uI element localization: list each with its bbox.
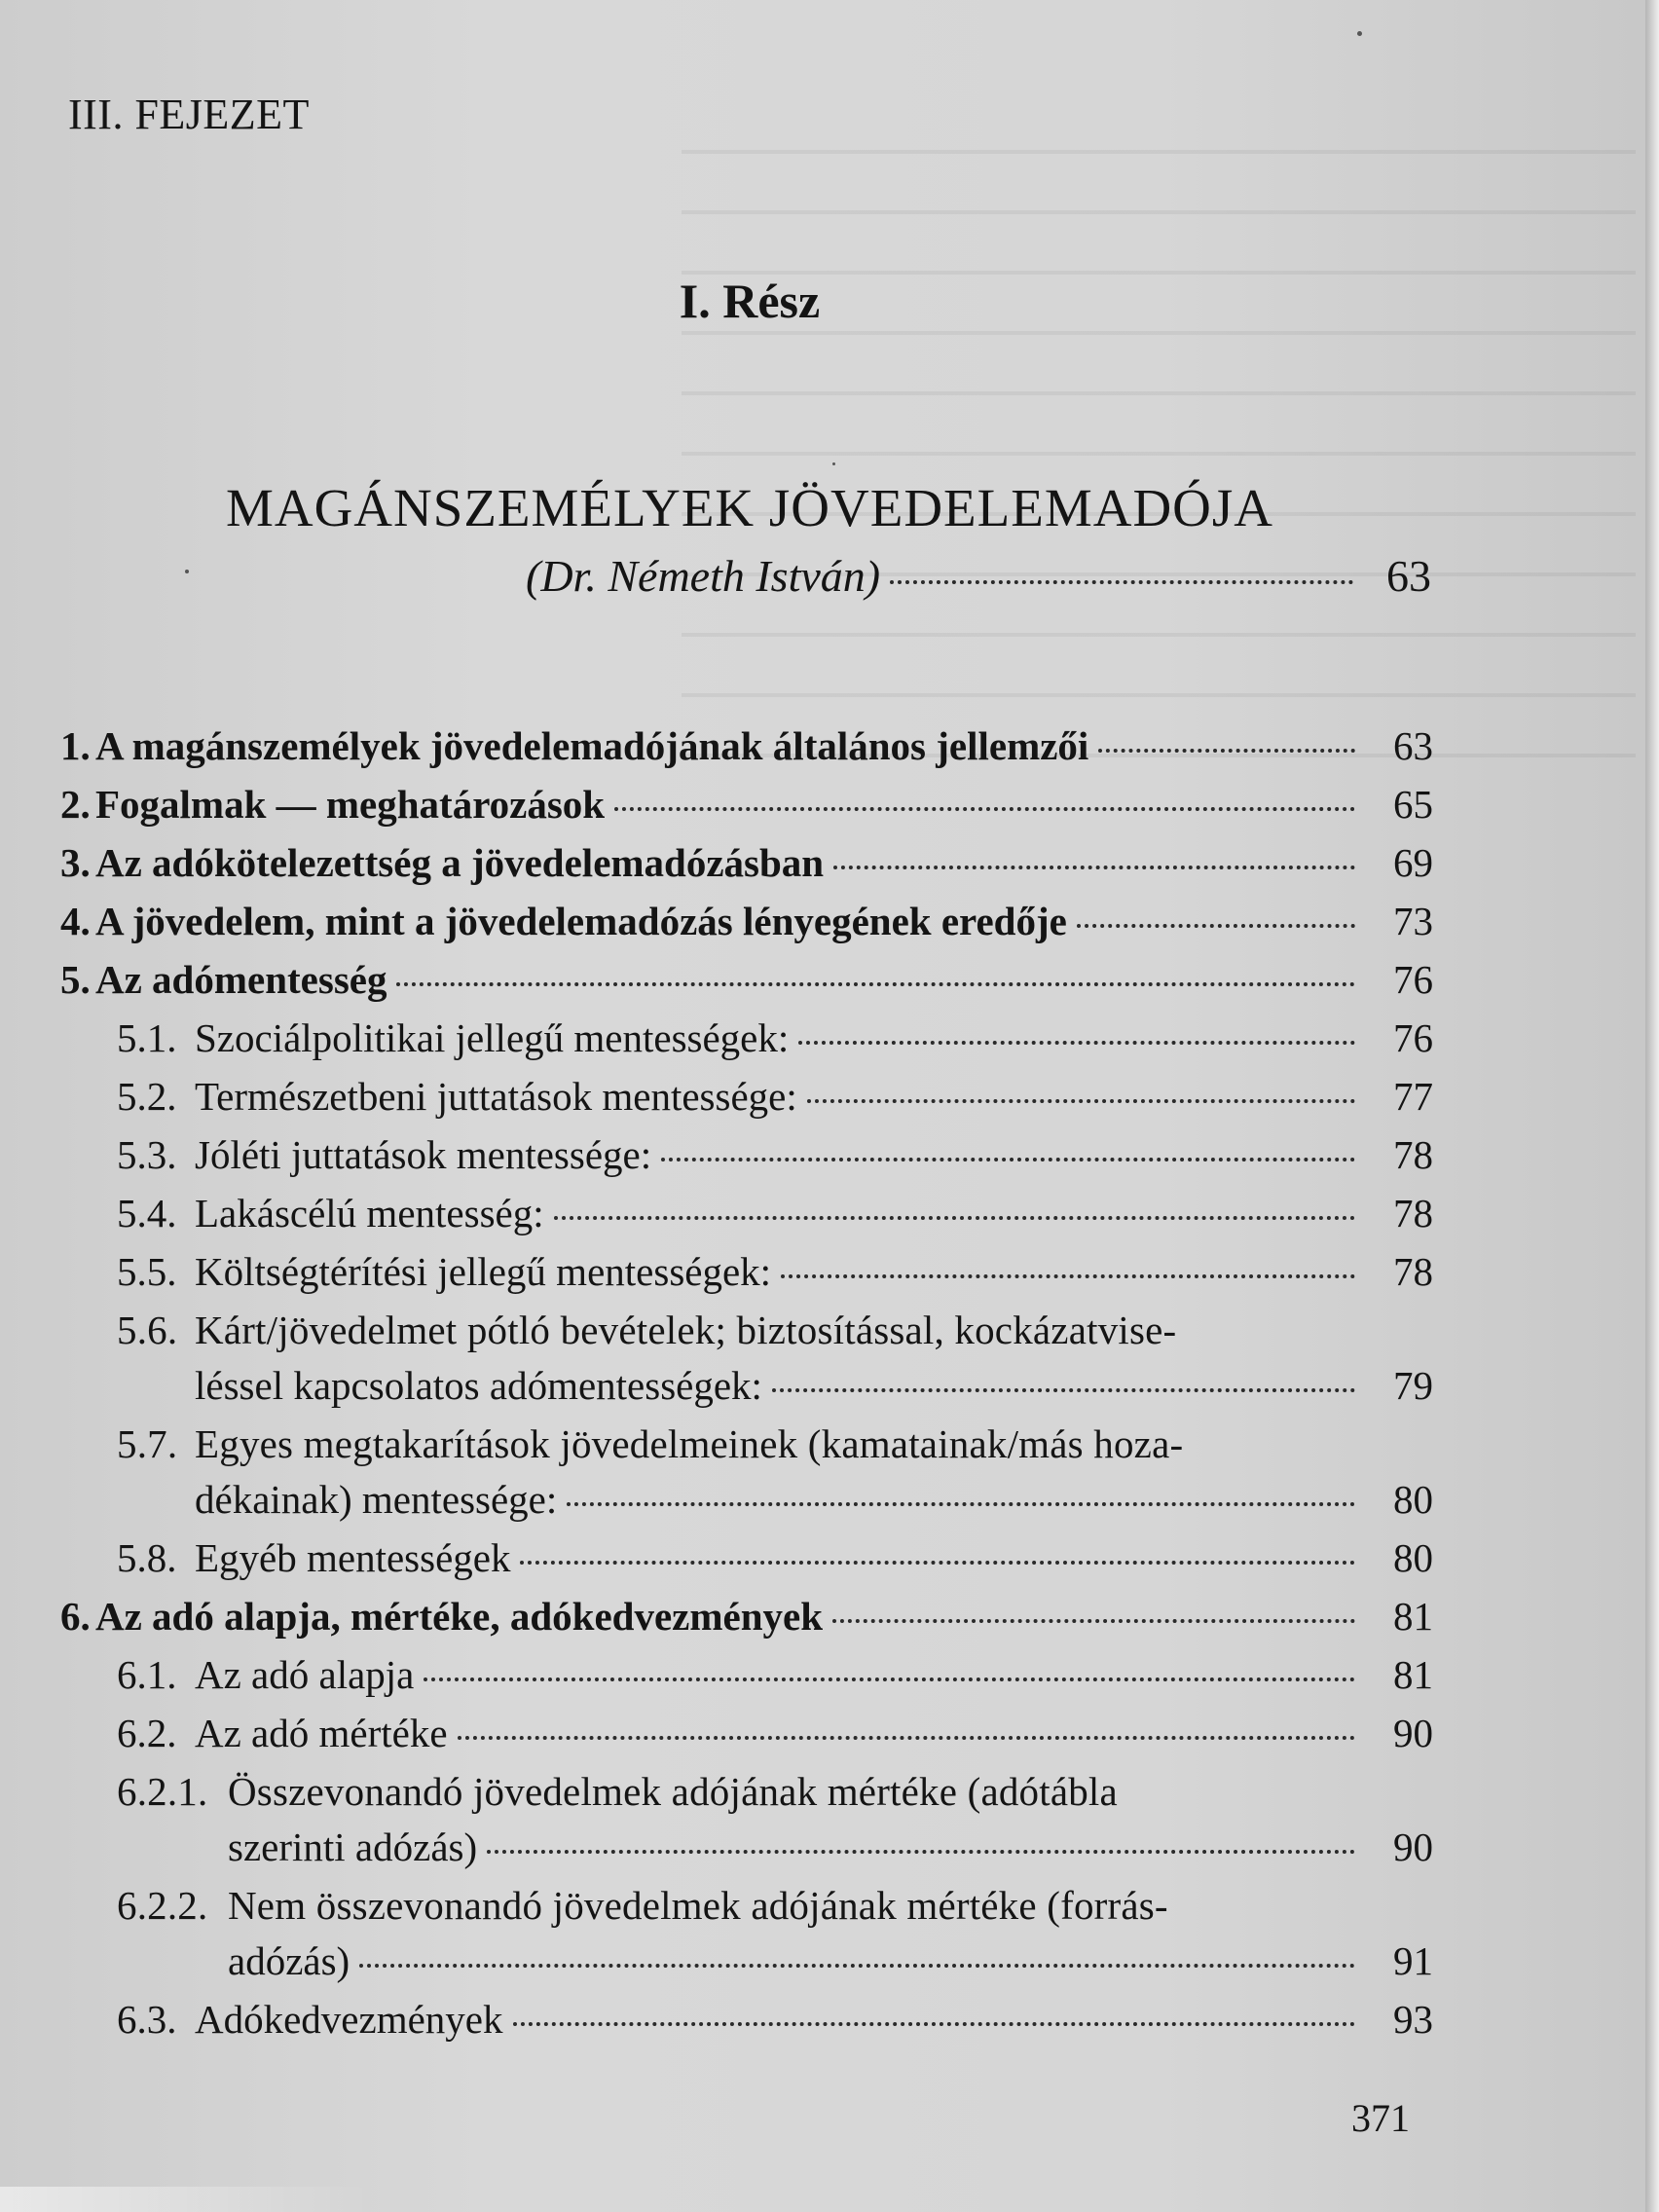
toc-entry-number: 6. bbox=[60, 1594, 91, 1639]
dot-leader bbox=[359, 1964, 1355, 1968]
toc-entry-number: 3. bbox=[60, 840, 91, 885]
toc-entry bbox=[60, 956, 1433, 1014]
toc-subentry-multiline bbox=[60, 1882, 1433, 1996]
page-edge bbox=[1645, 0, 1659, 2212]
toc-subentry bbox=[60, 1014, 1433, 1073]
toc-entry-label: Az adó mértéke bbox=[195, 1711, 448, 1755]
dot-leader bbox=[614, 807, 1355, 811]
toc-entry-label: Egyéb mentességek bbox=[195, 1535, 511, 1580]
toc-entry-page: 79 bbox=[1393, 1363, 1433, 1408]
toc-subentry bbox=[60, 1996, 1433, 2054]
table-of-contents bbox=[60, 722, 1433, 2054]
toc-entry-label-line1: Kárt/jövedelmet pótló bevételek; biztosítással, kockázatvise- bbox=[195, 1308, 1177, 1352]
ink-speck bbox=[185, 570, 189, 573]
section-title: MAGÁNSZEMÉLYEK JÖVEDELEMADÓJA bbox=[225, 478, 1274, 537]
toc-entry-label: Adókedvezmények bbox=[195, 1997, 503, 2042]
toc-entry-page: 80 bbox=[1393, 1477, 1433, 1522]
toc-subentry bbox=[60, 1073, 1433, 1131]
dot-leader bbox=[772, 1388, 1355, 1392]
toc-entry-label: Jóléti juttatások mentessége: bbox=[195, 1132, 652, 1177]
toc-entry-page: 81 bbox=[1393, 1652, 1433, 1697]
toc-entry-label-line1: Összevonandó jövedelmek adójának mértéke (adótábla bbox=[228, 1769, 1118, 1814]
toc-entry-number: 5.3. bbox=[117, 1132, 177, 1177]
toc-entry-label-line2: dékainak) mentessége: bbox=[195, 1477, 558, 1522]
toc-entry-number: 2. bbox=[60, 782, 91, 827]
dot-leader bbox=[396, 982, 1355, 986]
toc-entry-page: 76 bbox=[1393, 1015, 1433, 1060]
toc-entry-page: 77 bbox=[1393, 1074, 1433, 1119]
toc-subentry bbox=[60, 1131, 1433, 1190]
toc-entry-page: 73 bbox=[1393, 899, 1433, 943]
toc-subentry bbox=[60, 1248, 1433, 1307]
toc-entry-number: 6.2.1. bbox=[117, 1769, 208, 1814]
dot-leader bbox=[661, 1158, 1355, 1161]
toc-entry-page: 80 bbox=[1393, 1535, 1433, 1580]
toc-entry-label-line2: szerinti adózás) bbox=[228, 1825, 478, 1869]
toc-subentry bbox=[60, 1534, 1433, 1593]
dot-leader bbox=[807, 1099, 1355, 1103]
author-name: (Dr. Németh István) bbox=[526, 551, 881, 601]
toc-entry-number: 5.1. bbox=[117, 1015, 177, 1060]
toc-entry-page: 81 bbox=[1393, 1594, 1433, 1639]
toc-subentry bbox=[60, 1190, 1433, 1248]
toc-entry-number: 5.8. bbox=[117, 1535, 177, 1580]
dot-leader bbox=[424, 1677, 1355, 1681]
toc-entry-label-line1: Nem összevonandó jövedelmek adójának mértéke (forrás- bbox=[228, 1883, 1168, 1928]
toc-entry-label: Lakáscélú mentesség: bbox=[195, 1191, 544, 1235]
toc-entry-label: Költségtérítési jellegű mentességek: bbox=[195, 1249, 772, 1294]
toc-entry-number: 4. bbox=[60, 899, 91, 943]
toc-entry-page: 91 bbox=[1393, 1938, 1433, 1983]
toc-entry bbox=[60, 781, 1433, 839]
dot-leader bbox=[567, 1502, 1355, 1506]
toc-entry-label: Az adómentesség bbox=[95, 957, 387, 1002]
toc-subentry-multiline bbox=[60, 1768, 1433, 1882]
toc-entry-page: 63 bbox=[1393, 723, 1433, 768]
toc-subentry bbox=[60, 1651, 1433, 1710]
show-through-texture bbox=[682, 107, 1636, 769]
ink-speck bbox=[1357, 31, 1362, 36]
toc-entry-page: 78 bbox=[1393, 1132, 1433, 1177]
toc-entry-page: 76 bbox=[1393, 957, 1433, 1002]
toc-entry-page: 78 bbox=[1393, 1191, 1433, 1235]
page-number: 371 bbox=[1351, 2096, 1410, 2140]
toc-entry-number: 5.7. bbox=[117, 1421, 178, 1466]
ink-speck bbox=[832, 462, 835, 465]
dot-leader bbox=[781, 1274, 1355, 1278]
toc-entry-page: 65 bbox=[1393, 782, 1433, 827]
toc-entry bbox=[60, 839, 1433, 898]
chapter-heading: III. FEJEZET bbox=[68, 91, 310, 138]
toc-entry-number: 6.3. bbox=[117, 1997, 177, 2042]
dot-leader bbox=[520, 1561, 1355, 1565]
dot-leader bbox=[1098, 749, 1355, 753]
toc-entry-number: 5. bbox=[60, 957, 91, 1002]
dot-leader bbox=[487, 1850, 1355, 1854]
toc-entry-label-line1: Egyes megtakarítások jövedelmeinek (kamatainak/más hoza- bbox=[195, 1421, 1184, 1466]
toc-entry-label: Az adó alapja, mértéke, adókedvezmények bbox=[95, 1594, 824, 1639]
toc-entry-label-line2: adózás) bbox=[228, 1938, 350, 1983]
toc-entry-label: Szociálpolitikai jellegű mentességek: bbox=[195, 1015, 790, 1060]
dot-leader bbox=[798, 1041, 1355, 1045]
toc-subentry bbox=[60, 1710, 1433, 1768]
toc-entry-number: 1. bbox=[60, 723, 91, 768]
toc-entry bbox=[60, 898, 1433, 956]
toc-entry-number: 6.1. bbox=[117, 1652, 177, 1697]
dot-leader bbox=[513, 2022, 1356, 2026]
toc-entry-label: Természetbeni juttatások mentessége: bbox=[195, 1074, 797, 1119]
author-page-number: 63 bbox=[1386, 551, 1431, 601]
toc-subentry-multiline bbox=[60, 1307, 1433, 1420]
toc-entry-page: 90 bbox=[1393, 1711, 1433, 1755]
toc-entry-number: 5.6. bbox=[117, 1308, 178, 1352]
author-row bbox=[526, 550, 1431, 602]
part-heading: I. Rész bbox=[679, 274, 821, 328]
toc-entry-label: Az adó alapja bbox=[195, 1652, 415, 1697]
watermark-strip bbox=[0, 2187, 370, 2212]
toc-entry-page: 78 bbox=[1393, 1249, 1433, 1294]
toc-entry bbox=[60, 1593, 1433, 1651]
toc-entry-label: Az adókötelezettség a jövedelemadózásban bbox=[95, 840, 825, 885]
toc-entry-page: 90 bbox=[1393, 1825, 1433, 1869]
dot-leader bbox=[832, 1619, 1355, 1623]
toc-entry bbox=[60, 722, 1433, 781]
dot-leader bbox=[1077, 924, 1355, 928]
toc-entry-page: 93 bbox=[1393, 1997, 1433, 2042]
dot-leader bbox=[458, 1736, 1355, 1740]
toc-entry-label: A jövedelem, mint a jövedelemadózás lényegének eredője bbox=[95, 899, 1067, 943]
toc-entry-number: 6.2. bbox=[117, 1711, 177, 1755]
toc-entry-page: 69 bbox=[1393, 840, 1433, 885]
toc-entry-number: 5.4. bbox=[117, 1191, 177, 1235]
dot-leader bbox=[554, 1216, 1355, 1220]
toc-subentry-multiline bbox=[60, 1420, 1433, 1534]
dot-leader bbox=[833, 866, 1355, 869]
toc-entry-label: Fogalmak — meghatározások bbox=[95, 782, 606, 827]
dot-leader bbox=[890, 580, 1353, 584]
toc-entry-label-line2: léssel kapcsolatos adómentességek: bbox=[195, 1363, 762, 1408]
toc-entry-number: 5.5. bbox=[117, 1249, 177, 1294]
toc-entry-label: A magánszemélyek jövedelemadójának általános jellemzői bbox=[95, 723, 1089, 768]
toc-entry-number: 5.2. bbox=[117, 1074, 177, 1119]
toc-entry-number: 6.2.2. bbox=[117, 1883, 208, 1928]
